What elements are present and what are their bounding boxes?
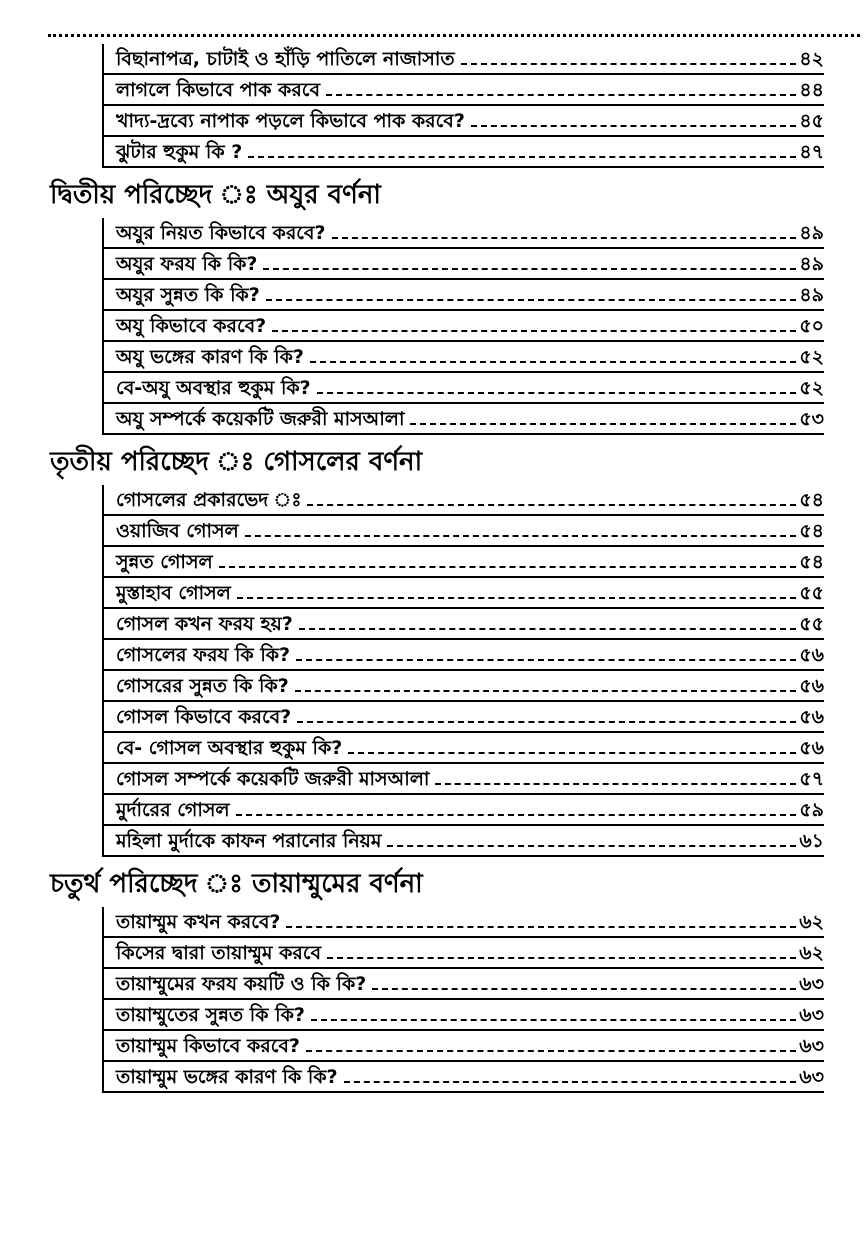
dash-leader — [266, 299, 797, 301]
entry-title: মুস্তাহাব গোসল — [116, 582, 231, 604]
toc-entry — [102, 938, 824, 969]
entry-page-number: ৫৪ — [799, 551, 824, 573]
table-of-contents — [0, 44, 868, 1093]
entry-page-number: ৫২ — [799, 346, 824, 368]
entry-title: অযু ভঙ্গের কারণ কি কি? — [116, 346, 304, 368]
dash-leader — [236, 814, 797, 816]
entry-page-number: ৫৯ — [799, 799, 824, 821]
entry-page-number: ৫৩ — [799, 408, 824, 430]
entry-page-number: ৬৩ — [799, 1035, 824, 1057]
section-heading: দ্বিতীয় পরিচ্ছেদ ঃ অযুর বর্ণনা — [50, 180, 381, 210]
toc-entry — [102, 404, 824, 435]
entry-title: তায়াম্মুতের সুন্নত কি কি? — [116, 1004, 305, 1026]
dash-leader — [297, 721, 796, 723]
toc-entry — [102, 795, 824, 826]
toc-entry — [102, 137, 824, 168]
dash-leader — [307, 504, 796, 506]
entry-page-number: ৫২ — [799, 377, 824, 399]
dash-leader — [435, 783, 796, 785]
entry-page-number: ৫৬ — [799, 675, 824, 697]
entry-page-number: ৬২ — [799, 911, 824, 933]
toc-entry — [102, 373, 824, 404]
dash-leader — [311, 1019, 796, 1021]
entry-title: লাগলে কিভাবে পাক করবে — [116, 79, 321, 101]
entry-page-number: ৪৯ — [799, 253, 824, 275]
dash-leader — [327, 957, 796, 959]
dash-leader — [317, 392, 797, 394]
entry-title: তায়াম্মুমের ফরয কয়টি ও কি কি? — [116, 973, 367, 995]
entry-title: খাদ্য-দ্রব্যে নাপাক পড়লে কিভাবে পাক করবে? — [116, 110, 465, 132]
entry-title: গোসল কিভাবে করবে? — [116, 706, 292, 728]
toc-entry — [102, 547, 824, 578]
toc-entry — [102, 969, 824, 1000]
entry-title: মুর্দারের গোসল — [116, 799, 230, 821]
dash-leader — [344, 1081, 797, 1083]
section-heading: তৃতীয় পরিচ্ছেদ ঃ গোসলের বর্ণনা — [50, 447, 423, 477]
entry-page-number: ৫৪ — [799, 489, 824, 511]
dash-leader — [372, 988, 796, 990]
dash-leader — [286, 926, 796, 928]
toc-entry — [102, 609, 824, 640]
entry-title: গোসল কখন ফরয হয়? — [116, 613, 293, 635]
dash-leader — [237, 597, 797, 599]
toc-entry — [102, 733, 824, 764]
dash-leader — [326, 94, 796, 96]
entry-title: অযুর সুন্নত কি কি? — [116, 284, 260, 306]
entry-title: গোসরের সুন্নত কি কি? — [116, 675, 289, 697]
dash-leader — [263, 268, 796, 270]
entry-title: অযু কিভাবে করবে? — [116, 315, 267, 337]
section-heading: চতুর্থ পরিচ্ছেদ ঃ তায়াম্মুমের বর্ণনা — [50, 869, 423, 899]
toc-entry — [102, 44, 824, 75]
entry-title: সুন্নত গোসল — [116, 551, 213, 573]
entry-title: অযুর নিয়ত কিভাবে করবে? — [116, 222, 326, 244]
dash-leader — [219, 566, 797, 568]
entry-page-number: ৫৫ — [799, 613, 824, 635]
entry-page-number: ৫৬ — [799, 706, 824, 728]
entry-page-number: ৫৪ — [799, 520, 824, 542]
entry-page-number: ৫৬ — [799, 644, 824, 666]
entry-page-number: ৪৯ — [799, 284, 824, 306]
entry-page-number: ৫৭ — [799, 768, 824, 790]
toc-entry — [102, 311, 824, 342]
entry-title: কিসের দ্বারা তায়াম্মুম করবে — [116, 942, 322, 964]
toc-entry — [102, 907, 824, 938]
entry-title: গোসলের প্রকারভেদ ঃ — [116, 489, 302, 511]
toc-entry — [102, 106, 824, 137]
toc-entry — [102, 578, 824, 609]
toc-entry — [102, 640, 824, 671]
entry-page-number: ৬১ — [799, 830, 824, 852]
dash-leader — [272, 330, 796, 332]
entry-page-number: ৬৩ — [799, 1004, 824, 1026]
entry-title: গোসল সম্পর্কে কয়েকটি জরুরী মাসআলা — [116, 768, 430, 790]
entry-page-number: ৪২ — [799, 48, 824, 70]
dash-leader — [410, 423, 796, 425]
toc-entry — [102, 702, 824, 733]
dash-leader — [248, 156, 796, 158]
toc-entry — [102, 1062, 824, 1093]
entry-title: বে- গোসল অবস্থার হুকুম কি? — [116, 737, 343, 759]
entry-title: মহিলা মুর্দাকে কাফন পরানোর নিয়ম — [116, 830, 382, 852]
dash-leader — [310, 361, 796, 363]
dash-leader — [296, 659, 796, 661]
entry-title: তায়াম্মুম কিভাবে করবে? — [116, 1035, 300, 1057]
entry-title: তায়াম্মুম ভঙ্গের কারণ কি কি? — [116, 1066, 338, 1088]
entry-title: ঝুটার হুকুম কি ? — [116, 141, 243, 163]
entry-title: বে-অযু অবস্থার হুকুম কি? — [116, 377, 311, 399]
entry-page-number: ৫০ — [799, 315, 824, 337]
entry-title: বিছানাপত্র, চাটাই ও হাঁড়ি পাতিলে নাজাসাত — [116, 48, 455, 70]
dash-leader — [299, 628, 797, 630]
entry-title: অযুর ফরয কি কি? — [116, 253, 258, 275]
entry-title: অযু সম্পর্কে কয়েকটি জরুরী মাসআলা — [116, 408, 405, 430]
toc-entry — [102, 826, 824, 857]
entry-page-number: ৬২ — [799, 942, 824, 964]
dash-leader — [461, 63, 797, 65]
entry-page-number: ৪৪ — [799, 79, 824, 101]
toc-entry — [102, 280, 824, 311]
entry-title: তায়াম্মুম কখন করবে? — [116, 911, 281, 933]
entry-page-number: ৪৫ — [799, 110, 824, 132]
toc-entry — [102, 75, 824, 106]
toc-entry — [102, 485, 824, 516]
toc-entry — [102, 671, 824, 702]
dash-leader — [348, 752, 796, 754]
toc-entry — [102, 516, 824, 547]
toc-entry — [102, 1031, 824, 1062]
entry-title: গোসলের ফরয কি কি? — [116, 644, 291, 666]
toc-entry — [102, 764, 824, 795]
entry-page-number: ৪৭ — [799, 141, 824, 163]
entry-title: ওয়াজিব গোসল — [116, 520, 239, 542]
dash-leader — [306, 1050, 796, 1052]
toc-entry — [102, 1000, 824, 1031]
entry-page-number: ৫৬ — [799, 737, 824, 759]
top-dotted-rule — [48, 34, 860, 37]
dash-leader — [332, 237, 797, 239]
dash-leader — [245, 535, 797, 537]
toc-entry — [102, 342, 824, 373]
entry-page-number: ৬৩ — [799, 1066, 824, 1088]
dash-leader — [387, 845, 796, 847]
dash-leader — [295, 690, 797, 692]
entry-page-number: ৪৯ — [799, 222, 824, 244]
toc-entry — [102, 218, 824, 249]
toc-entry — [102, 249, 824, 280]
dash-leader — [471, 125, 796, 127]
entry-page-number: ৫৫ — [799, 582, 824, 604]
entry-page-number: ৬৩ — [799, 973, 824, 995]
